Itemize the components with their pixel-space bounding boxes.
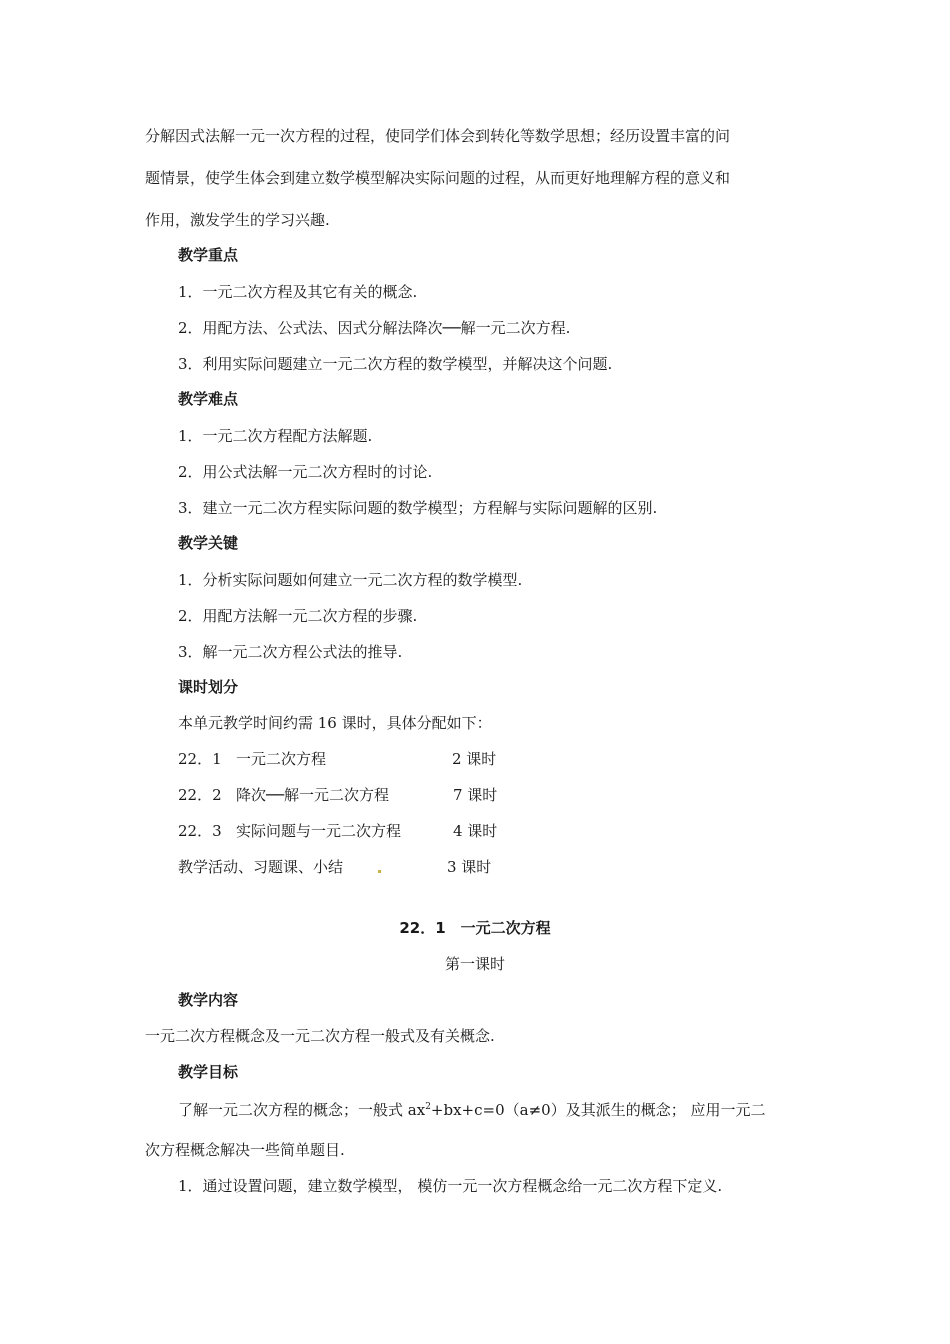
- stray-dot-mark: [378, 870, 381, 873]
- difficulty-item: 3．建立一元二次方程实际问题的数学模型；方程解与实际问题解的区别.: [178, 499, 658, 517]
- goals-line-2: 次方程概念解决一些简单题目.: [145, 1141, 345, 1159]
- key-point-item: 1．一元二次方程及其它有关的概念.: [178, 283, 418, 301]
- key-step-item: 1．分析实际问题如何建立一元二次方程的数学模型.: [178, 571, 523, 589]
- goals-line-1-post: +bx+c=0（a≠0）及其派生的概念； 应用一元二: [430, 1101, 766, 1119]
- schedule-row-hours: 3 课时: [447, 858, 492, 876]
- key-point-item: 3．利用实际问题建立一元二次方程的数学模型，并解决这个问题.: [178, 355, 613, 373]
- heading-key-steps: 教学关键: [178, 534, 239, 552]
- schedule-row-number: 22．2: [178, 786, 222, 804]
- intro-line-1: 分解因式法解一元一次方程的过程，使同学们体会到转化等数学思想；经历设置丰富的问: [145, 127, 731, 145]
- section-subtitle: 第一课时: [444, 955, 505, 973]
- schedule-row-name: 降次──解一元二次方程: [236, 786, 390, 804]
- heading-key-points: 教学重点: [178, 246, 239, 264]
- key-point-item: 2．用配方法、公式法、因式分解法降次──解一元二次方程.: [178, 319, 571, 337]
- heading-content: 教学内容: [178, 991, 239, 1009]
- schedule-row-hours: 2 课时: [452, 750, 497, 768]
- schedule-row-name: 一元二次方程: [236, 750, 327, 768]
- schedule-row-name: 教学活动、习题课、小结: [178, 858, 344, 876]
- key-step-item: 2．用配方法解一元二次方程的步骤.: [178, 607, 418, 625]
- content-text: 一元二次方程概念及一元二次方程一般式及有关概念.: [145, 1027, 495, 1045]
- goals-line-1: [178, 1100, 765, 1120]
- schedule-row-hours: 4 课时: [453, 822, 498, 840]
- exponent: 2: [425, 1102, 431, 1112]
- schedule-row-hours: 7 课时: [453, 786, 498, 804]
- goals-item-1: 1．通过设置问题，建立数学模型， 模仿一元一次方程概念给一元二次方程下定义.: [178, 1177, 723, 1195]
- schedule-row: [178, 857, 518, 877]
- schedule-intro: 本单元教学时间约需 16 课时，具体分配如下：: [178, 714, 492, 732]
- heading-schedule: 课时划分: [178, 678, 239, 696]
- heading-difficulties: 教学难点: [178, 390, 239, 408]
- heading-goals: 教学目标: [178, 1063, 239, 1081]
- schedule-row-number: 22．3: [178, 822, 222, 840]
- difficulty-item: 2．用公式法解一元二次方程时的讨论.: [178, 463, 433, 481]
- schedule-row-number: 22．1: [178, 750, 222, 768]
- schedule-row-name: 实际问题与一元二次方程: [236, 822, 402, 840]
- difficulty-item: 1．一元二次方程配方法解题.: [178, 427, 373, 445]
- key-step-item: 3．解一元二次方程公式法的推导.: [178, 643, 403, 661]
- schedule-row: [178, 821, 518, 841]
- schedule-row: [178, 785, 518, 805]
- goals-line-1-pre: 了解一元二次方程的概念；一般式 ax: [178, 1101, 426, 1119]
- intro-line-2: 题情景，使学生体会到建立数学模型解决实际问题的过程，从而更好地理解方程的意义和: [145, 169, 731, 187]
- schedule-row: [178, 749, 518, 769]
- intro-line-3: 作用，激发学生的学习兴趣.: [145, 211, 330, 229]
- section-title: 22．1 一元二次方程: [399, 919, 551, 937]
